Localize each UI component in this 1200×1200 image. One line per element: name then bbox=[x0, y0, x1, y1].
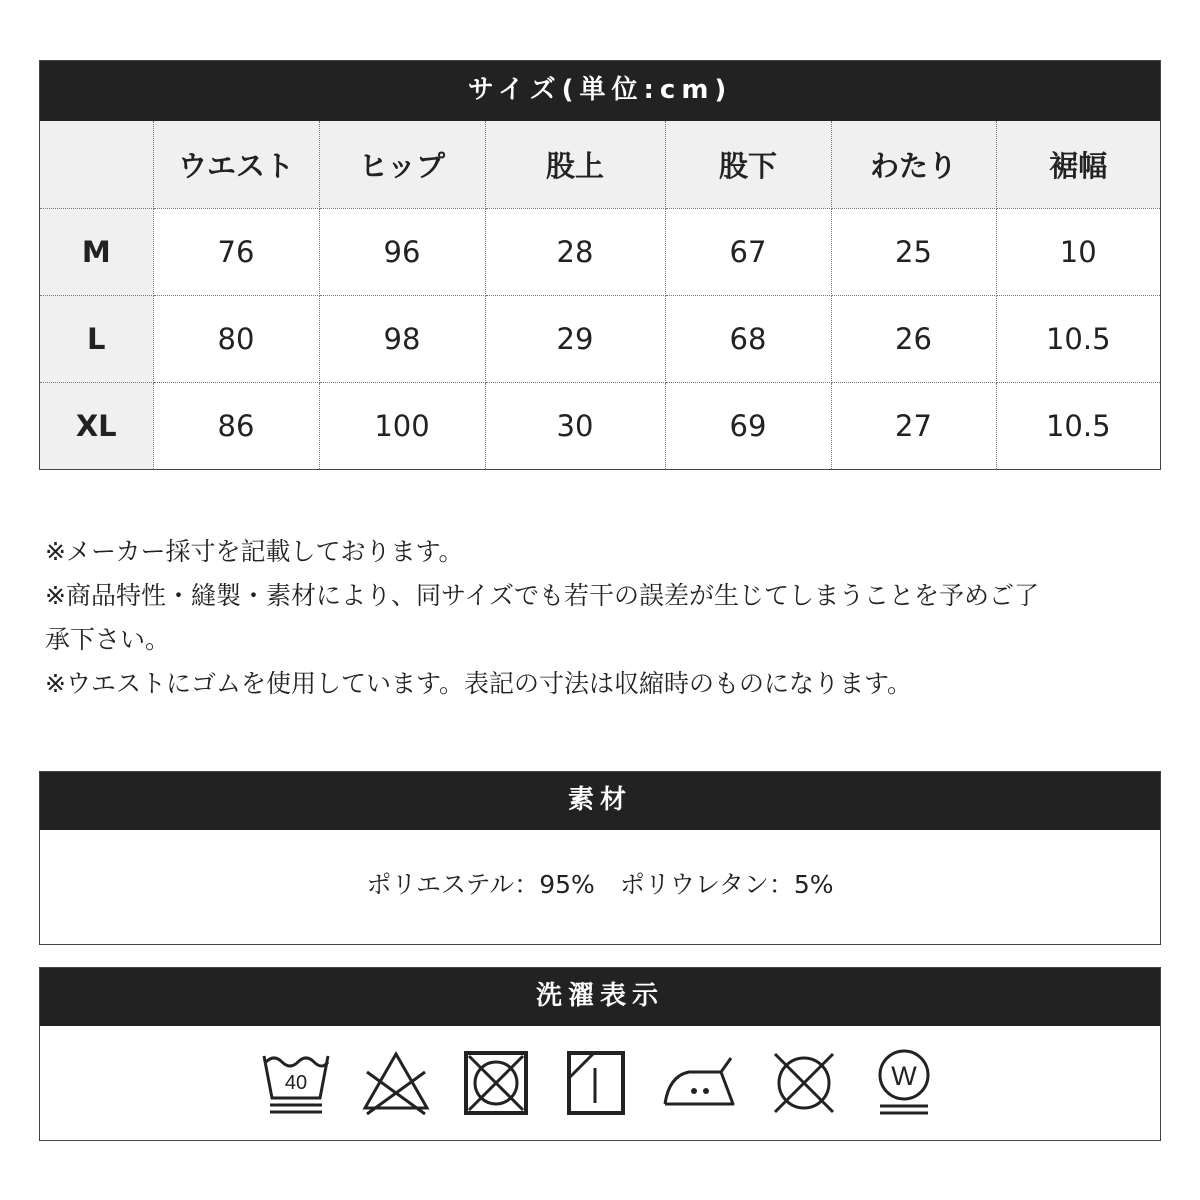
table-row bbox=[40, 382, 1160, 469]
table-cell: 10 bbox=[996, 208, 1160, 295]
material-title: 素材 bbox=[40, 772, 1160, 830]
care-section bbox=[39, 967, 1161, 1141]
wash-40-gentle-icon bbox=[261, 1048, 331, 1118]
table-row bbox=[40, 295, 1160, 382]
column-header: わたり bbox=[831, 121, 996, 208]
table-cell: 68 bbox=[665, 295, 831, 382]
row-header-size: M bbox=[40, 208, 153, 295]
size-table bbox=[40, 121, 1160, 469]
note-line: ※メーカー採寸を記載しております。 bbox=[45, 537, 464, 566]
care-icons-area bbox=[40, 1026, 1160, 1140]
size-chart-title: サイズ(単位:cm) bbox=[40, 61, 1160, 121]
table-cell: 29 bbox=[485, 295, 665, 382]
wet-clean-letter: W bbox=[891, 1061, 917, 1091]
table-header-row bbox=[40, 121, 1160, 208]
material-text: ポリエステル：95% ポリウレタン：5% bbox=[366, 870, 834, 899]
row-header-size: XL bbox=[40, 382, 153, 469]
column-header: ヒップ bbox=[319, 121, 485, 208]
size-chart bbox=[39, 60, 1161, 470]
care-title: 洗濯表示 bbox=[40, 968, 1160, 1026]
column-header: 股下 bbox=[665, 121, 831, 208]
table-cell: 26 bbox=[831, 295, 996, 382]
note-line: ※商品特性・縫製・素材により、同サイズでも若干の誤差が生じてしまうことを予めご了 bbox=[45, 581, 1039, 610]
line-dry-shade-icon bbox=[561, 1048, 631, 1118]
column-header: 裾幅 bbox=[996, 121, 1160, 208]
iron-low-icon bbox=[661, 1048, 739, 1118]
care-icons-row bbox=[40, 1048, 1160, 1118]
column-header: 股上 bbox=[485, 121, 665, 208]
table-cell: 98 bbox=[319, 295, 485, 382]
table-cell: 96 bbox=[319, 208, 485, 295]
table-cell: 100 bbox=[319, 382, 485, 469]
table-row bbox=[40, 208, 1160, 295]
table-cell: 80 bbox=[153, 295, 319, 382]
note-line: 承下さい。 bbox=[45, 625, 171, 654]
wet-clean-very-gentle-icon bbox=[869, 1048, 939, 1118]
column-header: ウエスト bbox=[153, 121, 319, 208]
material-section bbox=[39, 771, 1161, 945]
table-cell: 30 bbox=[485, 382, 665, 469]
no-tumble-dry-icon bbox=[461, 1048, 531, 1118]
table-cell: 28 bbox=[485, 208, 665, 295]
table-cell: 86 bbox=[153, 382, 319, 469]
table-cell: 69 bbox=[665, 382, 831, 469]
wash-temperature: 40 bbox=[284, 1072, 308, 1094]
row-header-size: L bbox=[40, 295, 153, 382]
size-notes bbox=[45, 530, 1160, 706]
note-line: ※ウエストにゴムを使用しています。表記の寸法は収縮時のものになります。 bbox=[45, 669, 912, 698]
table-cell: 10.5 bbox=[996, 295, 1160, 382]
table-cell: 67 bbox=[665, 208, 831, 295]
table-cell: 10.5 bbox=[996, 382, 1160, 469]
no-dry-clean-icon bbox=[769, 1048, 839, 1118]
table-cell: 25 bbox=[831, 208, 996, 295]
no-bleach-icon bbox=[361, 1048, 431, 1118]
table-corner-cell bbox=[40, 121, 153, 208]
table-cell: 27 bbox=[831, 382, 996, 469]
table-cell: 76 bbox=[153, 208, 319, 295]
